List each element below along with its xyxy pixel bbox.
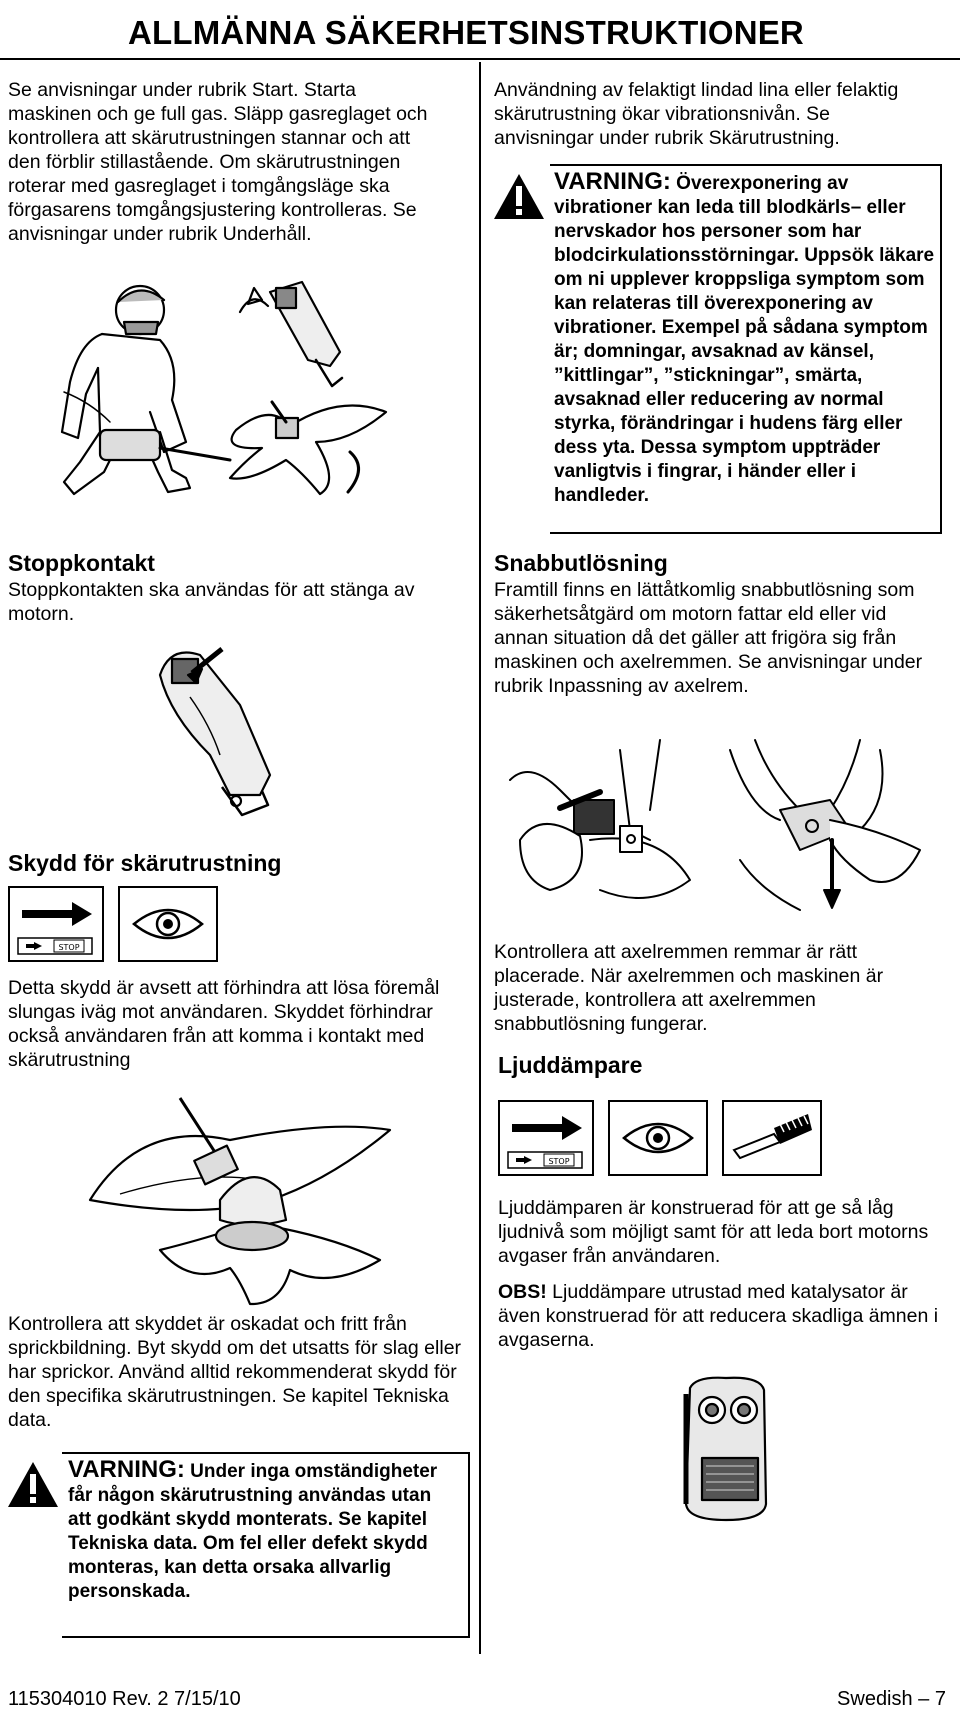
eye-icon xyxy=(610,1102,706,1174)
guard-warning xyxy=(6,1452,472,1637)
guard-paragraph: Detta skydd är avsett att förhindra att lösa föremål slungas iväg mot användaren. Skyddet förhindrar också användaren från att komma i kontakt med skärutrustning xyxy=(8,977,440,1071)
warning-word: VARNING: xyxy=(554,168,671,195)
warning-text: VARNING: Överexponering av vibrationer kan leda till blodkärls– eller nervskador hos personer som har blodcirkulationsstörningar. Uppsök läkare om ni upplever kroppsliga symptom som kan relateras till överexponering av vibrationer. Exempel på sådana symptom är; domningar, avsaknad av känsel, ”kittlingar”, ”stickningar”, smärta, avsaknad eller reducering av normal styrka, förändringar i hudens färg eller dess yta. Dessa symptom uppträder vanligtvis i fingrar, i händer eller i handleder. xyxy=(554,168,935,506)
arrow-right-icon xyxy=(10,888,102,960)
stop-switch-paragraph: Stoppkontakten ska användas för att stänga av motorn. xyxy=(8,579,415,625)
title-rule xyxy=(0,58,960,60)
warning-triangle-icon xyxy=(492,172,546,222)
eye-icon xyxy=(120,888,216,960)
guard-check-paragraph: Kontrollera att skyddet är oskadat och fritt från sprickbildning. Byt skydd om det utsatts för slag eller har sprickor. Använd alltid rekommenderat skydd för den specifika skärutrustningen. Se kapitel Tekniska data. xyxy=(8,1313,462,1431)
muffler-paragraph: Ljuddämparen är konstruerad för att ge så låg ljudnivå som möjligt samt för att leda bort motorns avgaser från användaren. xyxy=(498,1197,929,1267)
vibration-warning xyxy=(488,164,948,534)
wire-brush-icon xyxy=(724,1102,820,1174)
page-title: ALLMÄNNA SÄKERHETSINSTRUKTIONER xyxy=(128,14,804,51)
symbol-eye xyxy=(608,1100,708,1176)
symbol-muffler-direction xyxy=(498,1100,594,1176)
column-divider xyxy=(479,62,481,1654)
stop-icon: STOP xyxy=(58,943,80,952)
harness-illustration xyxy=(500,740,940,920)
quick-release-paragraph: Framtill finns en lättåtkomlig snabbutlösning som säkerhetsåtgärd om motorn fattar eld eller vid annan situation då det gäller att frigöra sig från maskinen och axelremmen. Se anvisningar under rubrik Inpassning av axelrem. xyxy=(494,579,923,697)
idle-check-paragraph: Se anvisningar under rubrik Start. Starta maskinen och ge full gas. Släpp gasreglaget och kontrollera att skärutrustningen stannar och att den förblir stillastående. Om skärutrustningen roterar med gasreglaget i tomgångsläge ska förgasarens tomgångsjustering kontrolleras. Se anvisningar under rubrik Underhåll. xyxy=(8,79,428,245)
symbol-wire-brush xyxy=(722,1100,822,1176)
quick-release-heading: Snabbutlösning xyxy=(494,550,668,576)
warning-triangle-icon xyxy=(6,1460,60,1510)
vibration-paragraph: Användning av felaktigt lindad lina eller felaktig skärutrustning ökar vibrationsnivån. Se anvisningar under rubrik Skärutrustning. xyxy=(494,79,899,149)
muffler-heading: Ljuddämpare xyxy=(498,1052,643,1078)
idle-test-illustration xyxy=(40,282,420,552)
stop-switch-heading: Stoppkontakt xyxy=(8,550,155,576)
harness-paragraph: Kontrollera att axelremmen remmar är rätt placerade. När axelremmen och maskinen är justerade, kontrollera att axelremmen snabbutlösning fungerar. xyxy=(494,941,884,1035)
warning-text: VARNING: Under inga omständigheter får någon skärutrustning användas utan att godkänt skydd monterats. Se kapitel Tekniska data. Om fel eller defekt skydd monteras, kan detta orsaka allvarlig personskada. xyxy=(68,1456,438,1602)
stop-icon: STOP xyxy=(548,1157,570,1166)
warning-word: VARNING: xyxy=(68,1456,185,1483)
muffler-illustration xyxy=(676,1374,776,1524)
arrow-right-icon xyxy=(500,1102,592,1174)
page-number: Swedish – 7 xyxy=(837,1688,946,1710)
guard-heading: Skydd för skärutrustning xyxy=(8,850,282,876)
stop-switch-illustration xyxy=(150,645,310,825)
document-number: 115304010 Rev. 2 7/15/10 xyxy=(8,1688,241,1710)
guard-illustration xyxy=(80,1090,420,1310)
symbol-guard-direction xyxy=(8,886,104,962)
symbol-eye xyxy=(118,886,218,962)
obs-paragraph: OBS! Ljuddämpare utrustad med katalysator är även konstruerad för att reducera skadliga ämnen i avgaserna. xyxy=(498,1281,939,1351)
obs-label: OBS! xyxy=(498,1281,547,1303)
